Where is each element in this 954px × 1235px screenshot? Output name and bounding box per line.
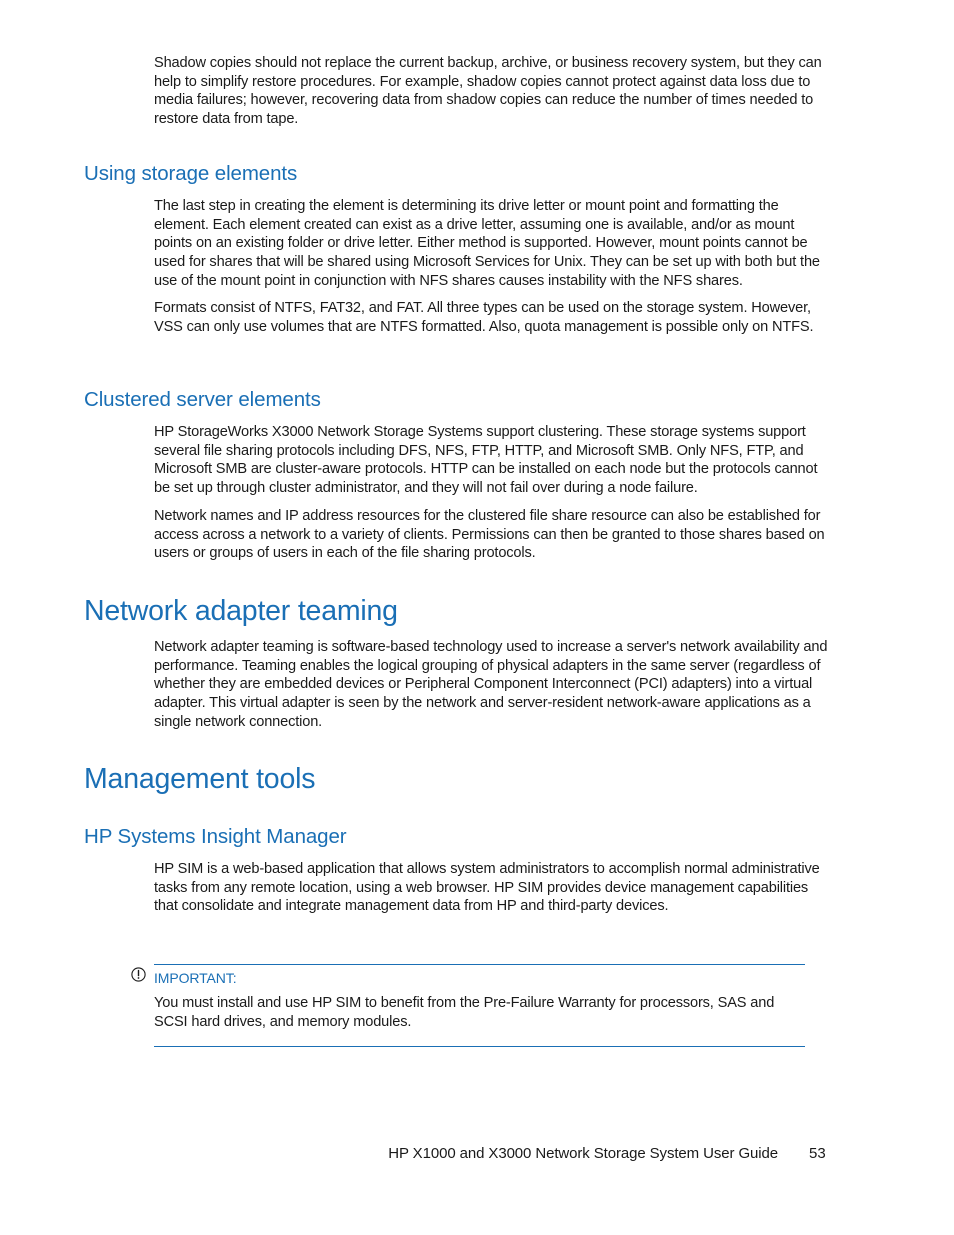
clustered-elements-paragraph-1: HP StorageWorks X3000 Network Storage Systems support clustering. These storage systems support several file sharing protocols including DFS, NFS, FTP, HTTP, and Microsoft SMB. Only NFS, FTP, and Microsoft SMB are cluster-aware protocols. HTTP can be installed on each node but the protocols cannot be set up through cluster administrator, and they will not fail over during a node failure. [154,424,818,497]
clustered-elements-paragraph-2: Network names and IP address resources for the clustered file share resource can also be established for access across a network to a variety of clients. Permissions can then be granted to those shares based on users or groups of users in each of the file sharing protocols. [154,508,825,562]
management-tools-heading: Management tools [84,763,316,795]
storage-elements-paragraph-2: Formats consist of NTFS, FAT32, and FAT. All three types can be used on the storage system. However, VSS can only use volumes that are NTFS formatted. Also, quota management is possible only on NTFS. [154,300,814,335]
storage-elements-heading: Using storage elements [84,162,298,185]
intro-paragraph: Shadow copies should not replace the current backup, archive, or business recovery system, but they can help to simplify restore procedures. For example, shadow copies cannot protect against data loss due to media failures; however, recovering data from shadow copies can reduce the number of times needed to restore data from tape. [154,55,822,128]
sim-paragraph: HP SIM is a web-based application that allows system administrators to accomplish normal administrative tasks from any remote location, using a web browser. HP SIM provides device management capabilities that consolidate and integrate management data from HP and third-party devices. [154,861,820,915]
footer-document-title: HP X1000 and X3000 Network Storage System User Guide [388,1145,778,1162]
storage-elements-paragraph-1: The last step in creating the element is determining its drive letter or mount point and formatting the element. Each element created can exist as a drive letter, assuming one is available, and/or as mount points on an existing folder or drive letter. Either method is supported. However, mount points cannot be used for shares that will be shared using Microsoft Services for Unix. They can be set up with both but the use of the mount point in conjunction with NFS shares causes instability with the NFS shares. [154,198,820,289]
important-label: IMPORTANT: [154,970,237,986]
sim-heading: HP Systems Insight Manager [84,825,347,848]
footer-page-number: 53 [809,1145,826,1162]
adapter-teaming-paragraph: Network adapter teaming is software-based technology used to increase a server's network availability and performance. Teaming enables the logical grouping of physical adapters in the same server (regardless of whether they are embedded devices or Peripheral Component Interconnect (PCI) adapters) into a virtual adapter. This virtual adapter is seen by the network and server-resident network-aware applications as a single network connection. [154,639,828,730]
important-top-rule [154,964,805,965]
important-text: You must install and use HP SIM to benefit from the Pre-Failure Warranty for processors, SAS and SCSI hard drives, and memory modules. [154,995,775,1030]
important-bottom-rule [154,1046,805,1047]
clustered-elements-heading: Clustered server elements [84,388,321,411]
adapter-teaming-heading: Network adapter teaming [84,595,398,627]
exclamation-circle-icon [131,967,146,982]
